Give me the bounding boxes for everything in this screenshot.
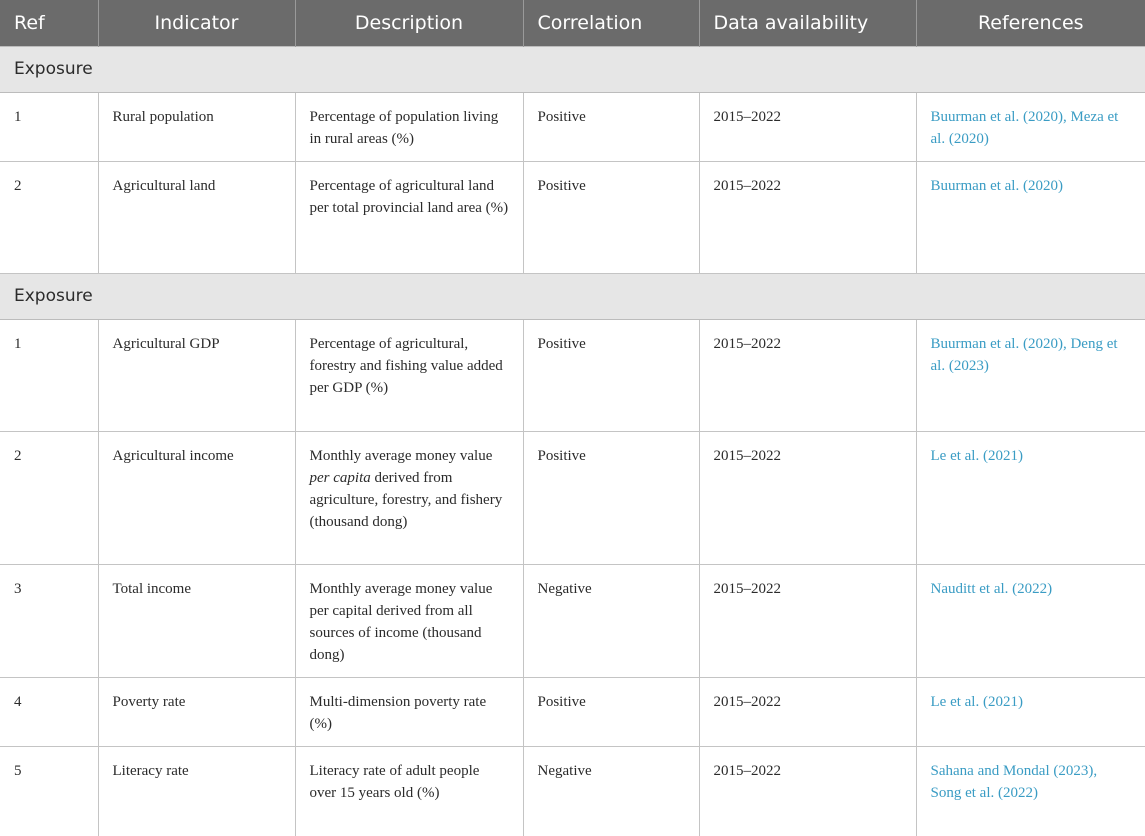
cell-correlation: Positive (523, 161, 699, 273)
cell-data-availability: 2015–2022 (699, 161, 916, 273)
section-row (0, 273, 1145, 319)
cell-description: Percentage of population living in rural areas (%) (295, 92, 523, 161)
cell-data-availability: 2015–2022 (699, 431, 916, 564)
section-row (0, 46, 1145, 92)
table-row (0, 92, 1145, 161)
cell-references-link[interactable]: Nauditt et al. (2022) (916, 564, 1145, 677)
cell-indicator: Literacy rate (98, 746, 295, 836)
cell-correlation: Positive (523, 677, 699, 746)
section-title: Exposure (0, 46, 1145, 92)
cell-indicator: Poverty rate (98, 677, 295, 746)
description-emphasis: per capita (309, 469, 371, 486)
table-row (0, 564, 1145, 677)
cell-correlation: Negative (523, 564, 699, 677)
header-correlation: Correlation (523, 0, 699, 46)
cell-ref: 1 (0, 92, 98, 161)
cell-correlation: Positive (523, 319, 699, 431)
header-references: References (916, 0, 1145, 46)
cell-description: Percentage of agricultural, forestry and fishing value added per GDP (%) (295, 319, 523, 431)
cell-description: Monthly average money value per capital derived from all sources of income (thousand dong) (295, 564, 523, 677)
cell-references-link[interactable]: Sahana and Mondal (2023), Song et al. (2022) (930, 762, 1098, 801)
cell-indicator: Agricultural land (98, 161, 295, 273)
cell-description: Multi-dimension poverty rate (%) (295, 677, 523, 746)
cell-indicator: Rural population (98, 92, 295, 161)
cell-references-link[interactable]: Le et al. (2021) (916, 431, 1145, 564)
cell-ref: 1 (0, 319, 98, 431)
cell-ref: 5 (0, 746, 98, 836)
table-row (0, 677, 1145, 746)
description-text: Monthly average money value (309, 447, 493, 464)
cell-ref: 4 (0, 677, 98, 746)
section-title: Exposure (0, 273, 1145, 319)
cell-description: Percentage of agricultural land per total provincial land area (%) (295, 161, 523, 273)
header-ref: Ref (0, 0, 98, 46)
header-indicator: Indicator (98, 0, 295, 46)
cell-description (295, 431, 523, 564)
table-row (0, 431, 1145, 564)
cell-references-link[interactable]: Buurman et al. (2020), Deng et al. (2023) (916, 319, 1145, 431)
cell-data-availability: 2015–2022 (699, 564, 916, 677)
cell-description: Literacy rate of adult people over 15 years old (%) (295, 746, 523, 836)
cell-ref: 3 (0, 564, 98, 677)
cell-data-availability: 2015–2022 (699, 746, 916, 836)
cell-correlation: Positive (523, 431, 699, 564)
header-description: Description (295, 0, 523, 46)
cell-data-availability: 2015–2022 (699, 319, 916, 431)
description-text: derived from agriculture, forestry, and fishery (thousand dong) (309, 469, 503, 530)
header-data-availability: Data availability (699, 0, 916, 46)
header-row (0, 0, 1145, 46)
cell-references-link[interactable]: Buurman et al. (2020), Meza et al. (2020) (916, 92, 1145, 161)
cell-correlation: Negative (523, 746, 699, 836)
table-row (0, 746, 1145, 836)
cell-indicator: Total income (98, 564, 295, 677)
cell-correlation: Positive (523, 92, 699, 161)
cell-references-link[interactable]: Le et al. (2021) (916, 677, 1145, 746)
table-row (0, 161, 1145, 273)
cell-ref: 2 (0, 161, 98, 273)
cell-data-availability: 2015–2022 (699, 92, 916, 161)
cell-ref: 2 (0, 431, 98, 564)
table-row (0, 319, 1145, 431)
cell-indicator: Agricultural income (98, 431, 295, 564)
cell-data-availability: 2015–2022 (699, 677, 916, 746)
cell-references-link[interactable]: Buurman et al. (2020) (916, 161, 1145, 273)
cell-indicator: Agricultural GDP (98, 319, 295, 431)
